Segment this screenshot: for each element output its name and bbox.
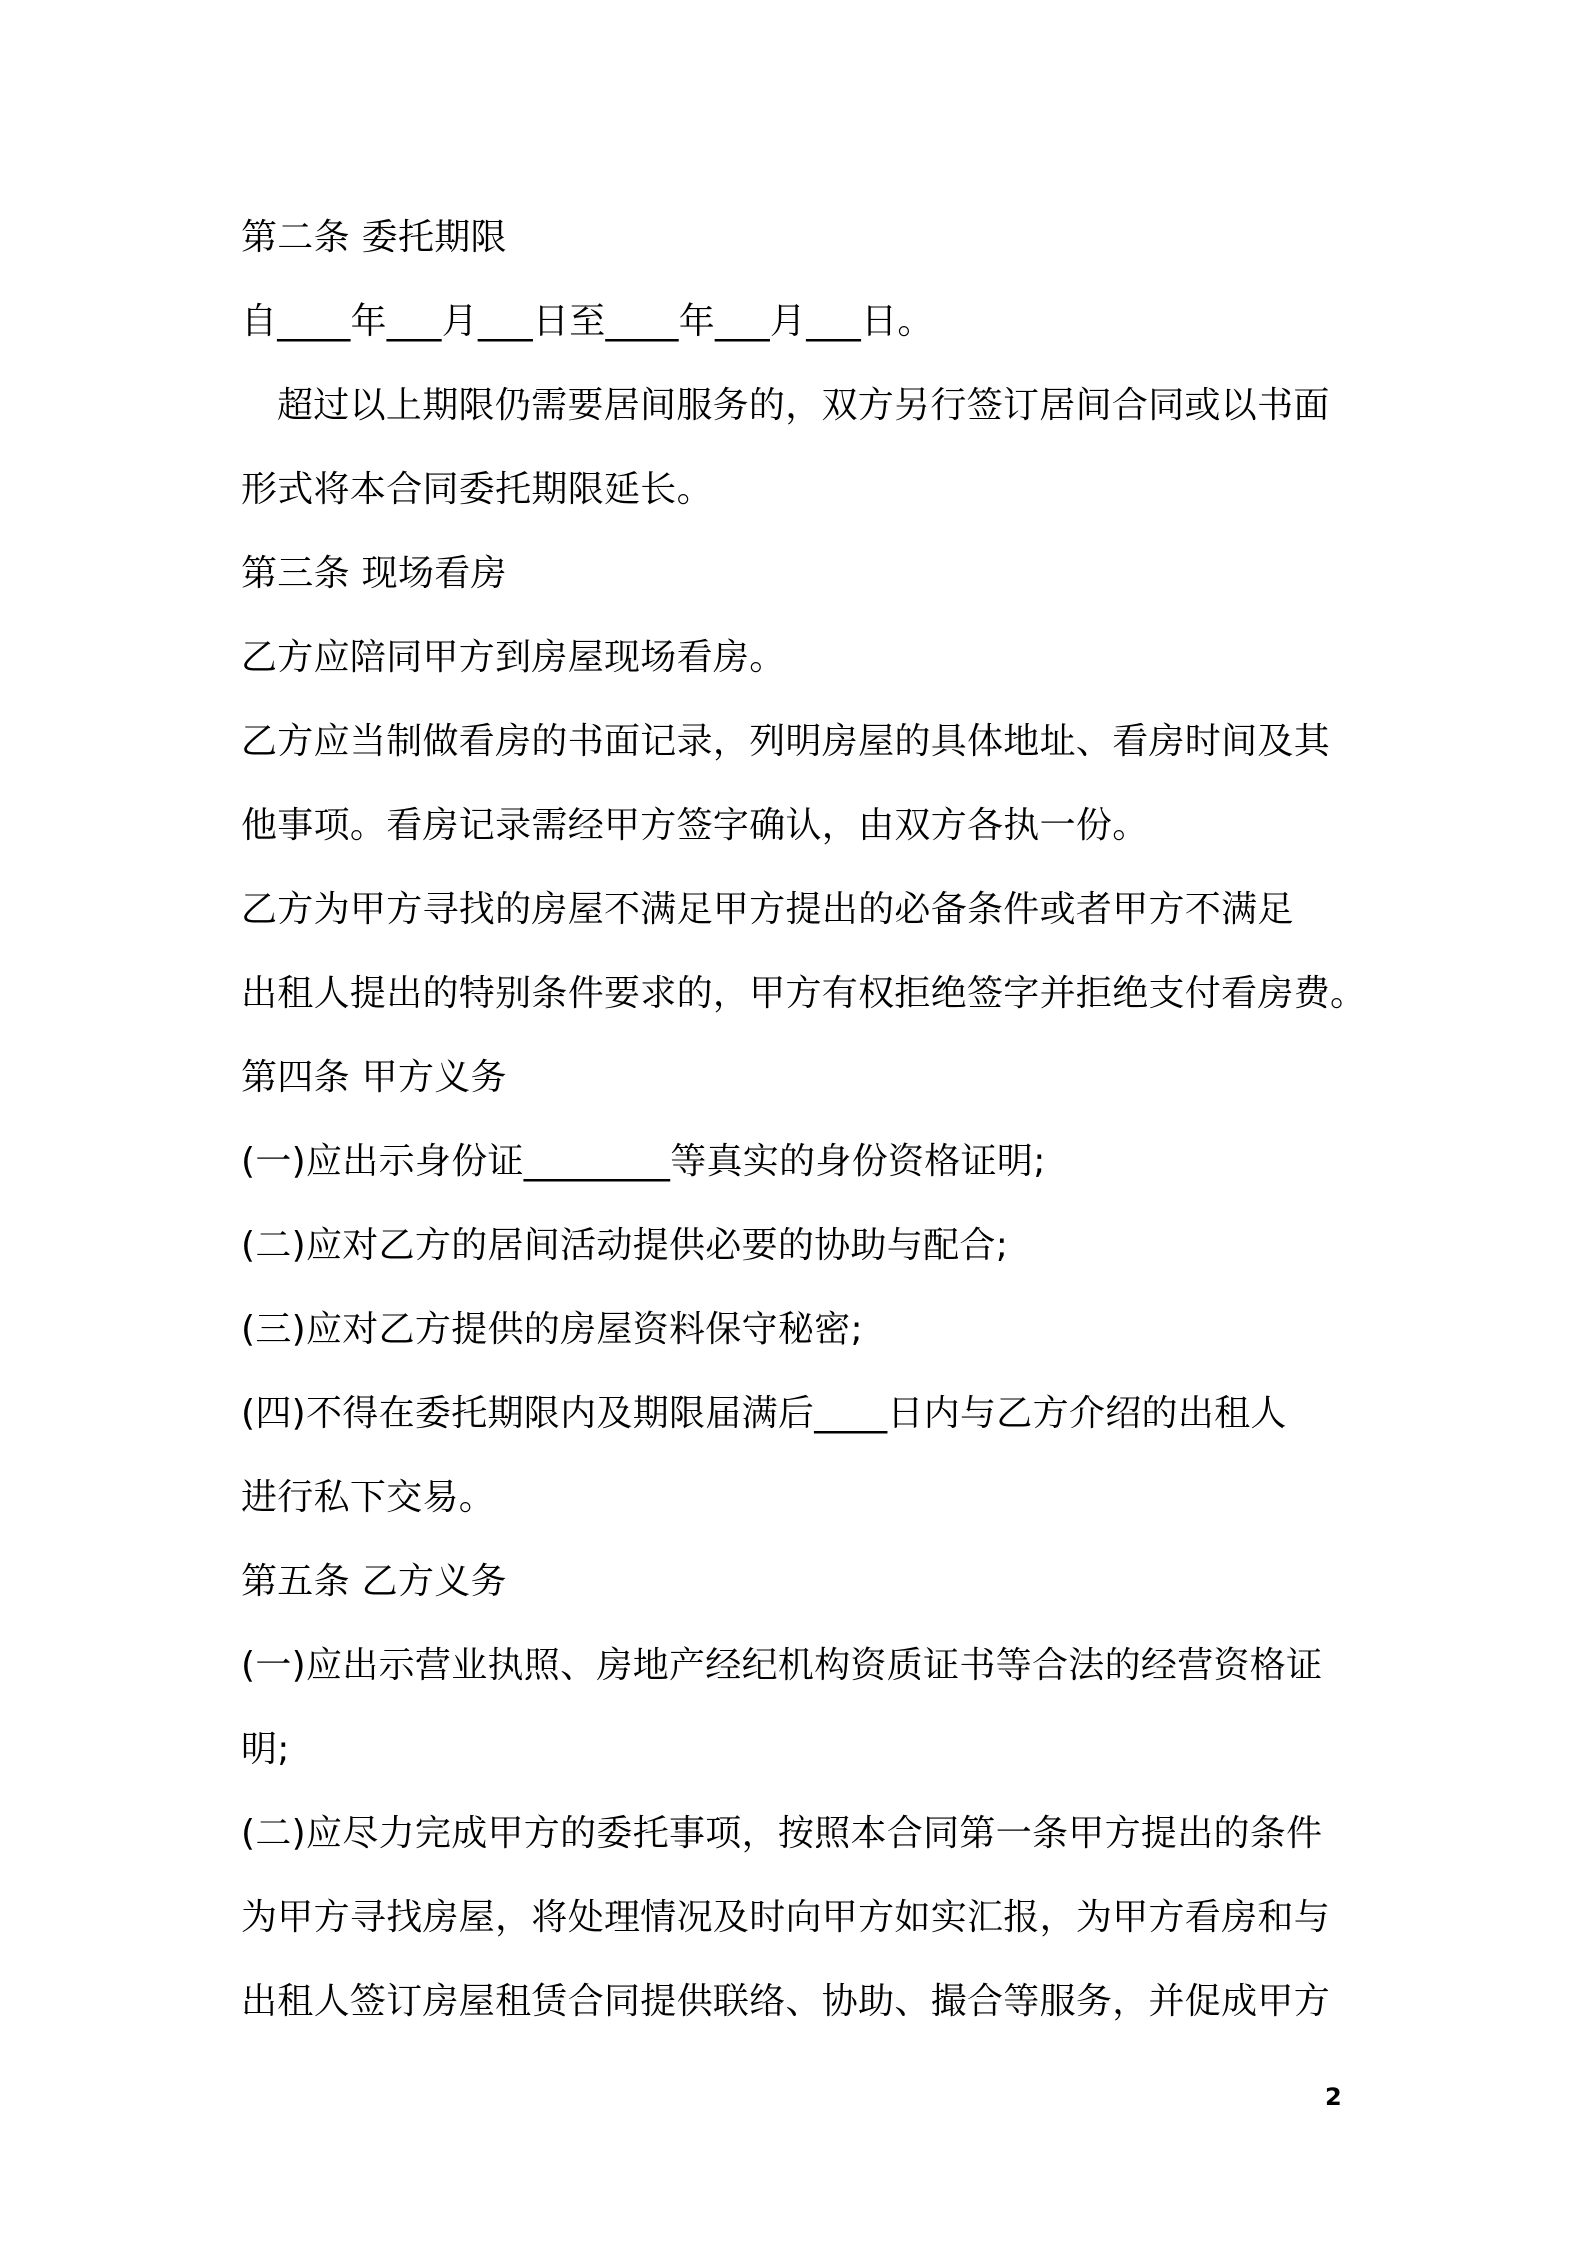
paragraph-line: 超过以上期限仍需要居间服务的，双方另行签订居间合同或以书面 — [277, 385, 1330, 426]
list-item: (二)应尽力完成甲方的委托事项，按照本合同第一条甲方提出的条件 — [241, 1813, 1323, 1854]
list-item: (三)应对乙方提供的房屋资料保守秘密; — [241, 1309, 863, 1350]
paragraph-line: 形式将本合同委托期限延长。 — [241, 469, 713, 510]
list-item: (一)应出示身份证________等真实的身份资格证明; — [241, 1141, 1046, 1182]
article-heading: 第三条 现场看房 — [241, 553, 507, 594]
list-item: (四)不得在委托期限内及期限届满后____日内与乙方介绍的出租人 — [241, 1393, 1287, 1434]
paragraph-line: 乙方为甲方寻找的房屋不满足甲方提出的必备条件或者甲方不满足 — [241, 889, 1294, 930]
page-number: 2 — [1325, 2083, 1342, 2111]
article-heading: 第五条 乙方义务 — [241, 1561, 507, 1602]
paragraph-line: 进行私下交易。 — [241, 1477, 496, 1518]
article-heading: 第四条 甲方义务 — [241, 1057, 507, 1098]
paragraph-line: 为甲方寻找房屋，将处理情况及时向甲方如实汇报，为甲方看房和与 — [241, 1897, 1331, 1938]
document-body — [241, 196, 1371, 2044]
paragraph-line: 出租人签订房屋租赁合同提供联络、协助、撮合等服务，并促成甲方 — [241, 1981, 1331, 2022]
paragraph-line: 自____年___月___日至____年___月___日。 — [241, 301, 934, 342]
paragraph-line: 出租人提出的特别条件要求的，甲方有权拒绝签字并拒绝支付看房费。 — [241, 973, 1367, 1014]
paragraph-line: 他事项。看房记录需经甲方签字确认，由双方各执一份。 — [241, 805, 1149, 846]
paragraph-line: 乙方应陪同甲方到房屋现场看房。 — [241, 637, 786, 678]
list-item: (一)应出示营业执照、房地产经纪机构资质证书等合法的经营资格证 — [241, 1645, 1323, 1686]
paragraph-line: 明; — [241, 1729, 290, 1770]
paragraph-line: 乙方应当制做看房的书面记录，列明房屋的具体地址、看房时间及其 — [241, 721, 1331, 762]
list-item: (二)应对乙方的居间活动提供必要的协助与配合; — [241, 1225, 1009, 1266]
article-heading: 第二条 委托期限 — [241, 217, 507, 258]
